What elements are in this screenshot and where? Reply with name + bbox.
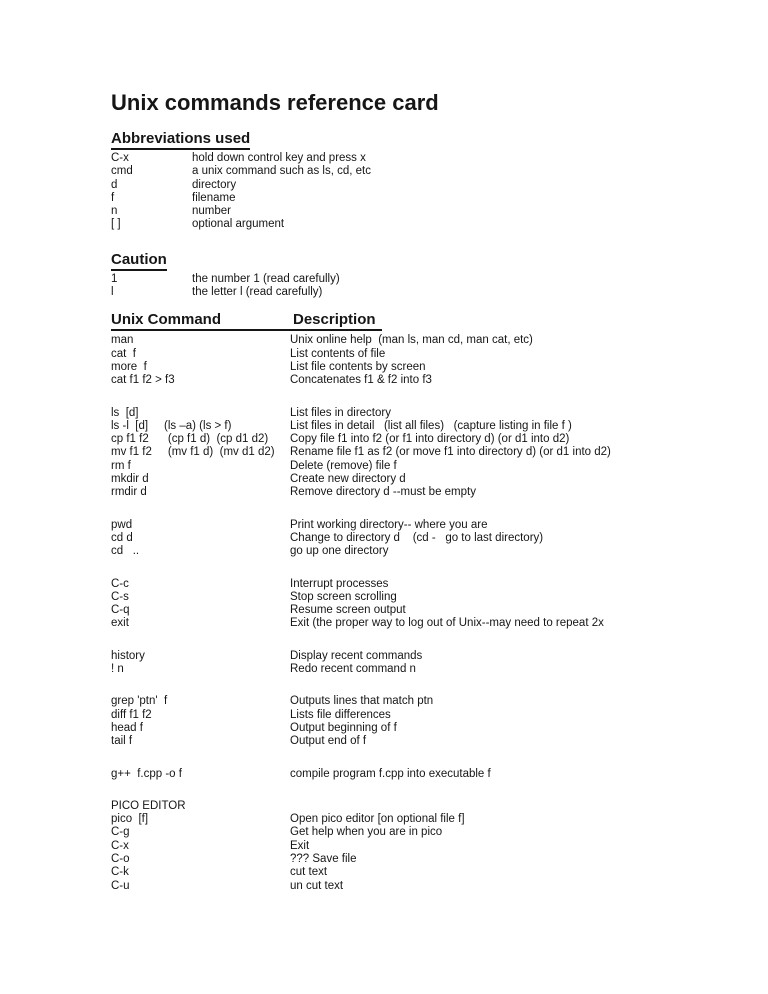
caution-term-cell: l [111, 286, 114, 299]
command-group [111, 334, 756, 387]
description-cell: Change to directory d (cd - go to last directory) [290, 531, 544, 544]
command-cell: C-g [111, 826, 130, 839]
abbreviation-cell: n [111, 205, 118, 218]
table-row [111, 473, 756, 486]
command-group [111, 695, 756, 748]
description-cell: Remove directory d --must be empty [290, 486, 476, 499]
description-cell: the letter l (read carefully) [192, 286, 323, 299]
description-cell: filename [192, 191, 236, 204]
description-cell: Concatenates f1 & f2 into f3 [290, 374, 432, 387]
description-cell: optional argument [192, 218, 285, 231]
description-cell: Outputs lines that match ptn [290, 695, 434, 708]
description-cell: hold down control key and press x [192, 152, 366, 164]
table-row [111, 420, 756, 433]
command-cell: cp f1 f2 (cp f1 d) (cp d1 d2) [111, 433, 269, 446]
command-cell: ls [d] [111, 406, 139, 419]
column-header-description: Description [293, 311, 376, 329]
table-row [111, 813, 756, 826]
abbreviation-cell: f [111, 191, 115, 204]
command-cell: mkdir d [111, 473, 149, 486]
caution-table [111, 273, 756, 300]
description-cell: Output end of f [290, 735, 367, 748]
command-cell: rm f [111, 459, 131, 472]
table-row [111, 433, 756, 446]
table-row [111, 695, 756, 708]
table-row [111, 880, 756, 893]
table-row [111, 604, 756, 617]
page-title: Unix commands reference card [111, 90, 439, 115]
description-cell: Unix online help (man ls, man cd, man cat, etc) [290, 334, 533, 347]
description-cell: Print working directory-- where you are [290, 518, 488, 531]
description-cell: Copy file f1 into f2 (or f1 into directory d) (or d1 into d2) [290, 433, 570, 446]
table-row [111, 152, 756, 165]
description-cell: Exit (the proper way to log out of Unix--may need to repeat 2x [290, 617, 604, 630]
section-heading-caution: Caution [111, 252, 167, 271]
command-group [111, 407, 756, 500]
table-row [111, 460, 756, 473]
table-row [111, 348, 756, 361]
abbreviation-cell: cmd [111, 165, 133, 178]
command-cell: g++ f.cpp -o f [111, 767, 182, 780]
description-cell: Lists file differences [290, 708, 391, 721]
commands-table-header [111, 312, 382, 331]
command-cell: C-s [111, 590, 129, 603]
table-row [111, 545, 756, 558]
table-row [111, 519, 756, 532]
table-row [111, 578, 756, 591]
command-cell: C-x [111, 839, 129, 852]
command-group [111, 519, 756, 559]
description-cell: List contents of file [290, 347, 386, 360]
command-cell: man [111, 334, 134, 347]
description-cell: Display recent commands [290, 649, 423, 662]
description-cell: List file contents by screen [290, 360, 426, 373]
table-row [111, 179, 756, 192]
commands-table [111, 331, 756, 893]
description-cell: Open pico editor [on optional file f] [290, 813, 465, 826]
table-row [111, 205, 756, 218]
command-group [111, 650, 756, 677]
command-cell: cat f [111, 347, 136, 360]
table-row [111, 800, 756, 813]
table-row [111, 617, 756, 630]
description-cell: number [192, 205, 231, 218]
table-row [111, 722, 756, 735]
table-row [111, 334, 756, 347]
command-cell: rmdir d [111, 486, 147, 499]
table-row [111, 591, 756, 604]
table-row [111, 840, 756, 853]
table-row [111, 486, 756, 499]
command-cell: PICO EDITOR [111, 799, 186, 812]
table-row [111, 218, 756, 231]
command-group [111, 578, 756, 631]
command-cell: pwd [111, 518, 133, 531]
caution-term-cell: 1 [111, 272, 118, 285]
abbreviations-table [111, 152, 756, 232]
description-cell: Delete (remove) file f [290, 459, 397, 472]
description-cell: the number 1 (read carefully) [192, 272, 340, 285]
command-cell: cat f1 f2 > f3 [111, 374, 175, 387]
description-cell: Get help when you are in pico [290, 826, 443, 839]
description-cell: Resume screen output [290, 604, 406, 617]
table-row [111, 361, 756, 374]
description-cell: Interrupt processes [290, 577, 389, 590]
table-row [111, 286, 756, 299]
command-cell: mv f1 f2 (mv f1 d) (mv d1 d2) [111, 446, 275, 459]
table-row [111, 735, 756, 748]
description-cell: Exit [290, 839, 310, 852]
table-row [111, 768, 756, 781]
description-cell: un cut text [290, 879, 344, 892]
table-row [111, 192, 756, 205]
command-group [111, 800, 756, 893]
command-cell: tail f [111, 735, 133, 748]
command-cell: C-k [111, 866, 129, 879]
description-cell: directory [192, 178, 237, 191]
command-cell: ! n [111, 663, 124, 676]
description-cell: Redo recent command n [290, 663, 416, 676]
table-row [111, 273, 756, 286]
command-cell: C-u [111, 879, 130, 892]
abbreviation-cell: [ ] [111, 218, 121, 231]
command-cell: exit [111, 617, 129, 630]
table-row [111, 866, 756, 879]
table-row [111, 663, 756, 676]
description-cell: List files in detail (list all files) (capture listing in file f ) [290, 419, 572, 432]
command-cell: ls -l [d] (ls –a) (ls > f) [111, 419, 232, 432]
table-row [111, 446, 756, 459]
table-row [111, 165, 756, 178]
table-row [111, 407, 756, 420]
section-heading-abbreviations: Abbreviations used [111, 131, 250, 150]
command-cell: cd d [111, 531, 133, 544]
caution-section [111, 251, 756, 271]
command-cell: diff f1 f2 [111, 708, 152, 721]
abbreviation-cell: C-x [111, 152, 129, 164]
command-cell: C-q [111, 604, 130, 617]
table-row [111, 826, 756, 839]
description-cell: a unix command such as ls, cd, etc [192, 165, 371, 178]
document-content [111, 90, 756, 893]
description-cell: Rename file f1 as f2 (or move f1 into directory d) (or d1 into d2) [290, 446, 611, 459]
description-cell: go up one directory [290, 545, 389, 558]
command-cell: history [111, 649, 145, 662]
command-group [111, 768, 756, 781]
abbreviation-cell: d [111, 178, 118, 191]
description-cell: List files in directory [290, 406, 391, 419]
command-cell: cd .. [111, 545, 140, 558]
description-cell: compile program f.cpp into executable f [290, 767, 491, 780]
command-cell: C-c [111, 577, 129, 590]
command-cell: C-o [111, 852, 130, 865]
table-row [111, 374, 756, 387]
description-cell: ??? Save file [290, 852, 357, 865]
table-row [111, 709, 756, 722]
column-header-unix-command: Unix Command [111, 311, 222, 329]
table-row [111, 853, 756, 866]
description-cell: Output beginning of f [290, 721, 397, 734]
command-cell: more f [111, 360, 147, 373]
command-cell: head f [111, 721, 143, 734]
table-row [111, 532, 756, 545]
table-row [111, 650, 756, 663]
description-cell: Stop screen scrolling [290, 590, 397, 603]
description-cell: cut text [290, 866, 328, 879]
abbreviations-section [111, 130, 756, 150]
description-cell: Create new directory d [290, 473, 406, 486]
command-cell: grep 'ptn' f [111, 695, 168, 708]
command-cell: pico [f] [111, 813, 149, 826]
